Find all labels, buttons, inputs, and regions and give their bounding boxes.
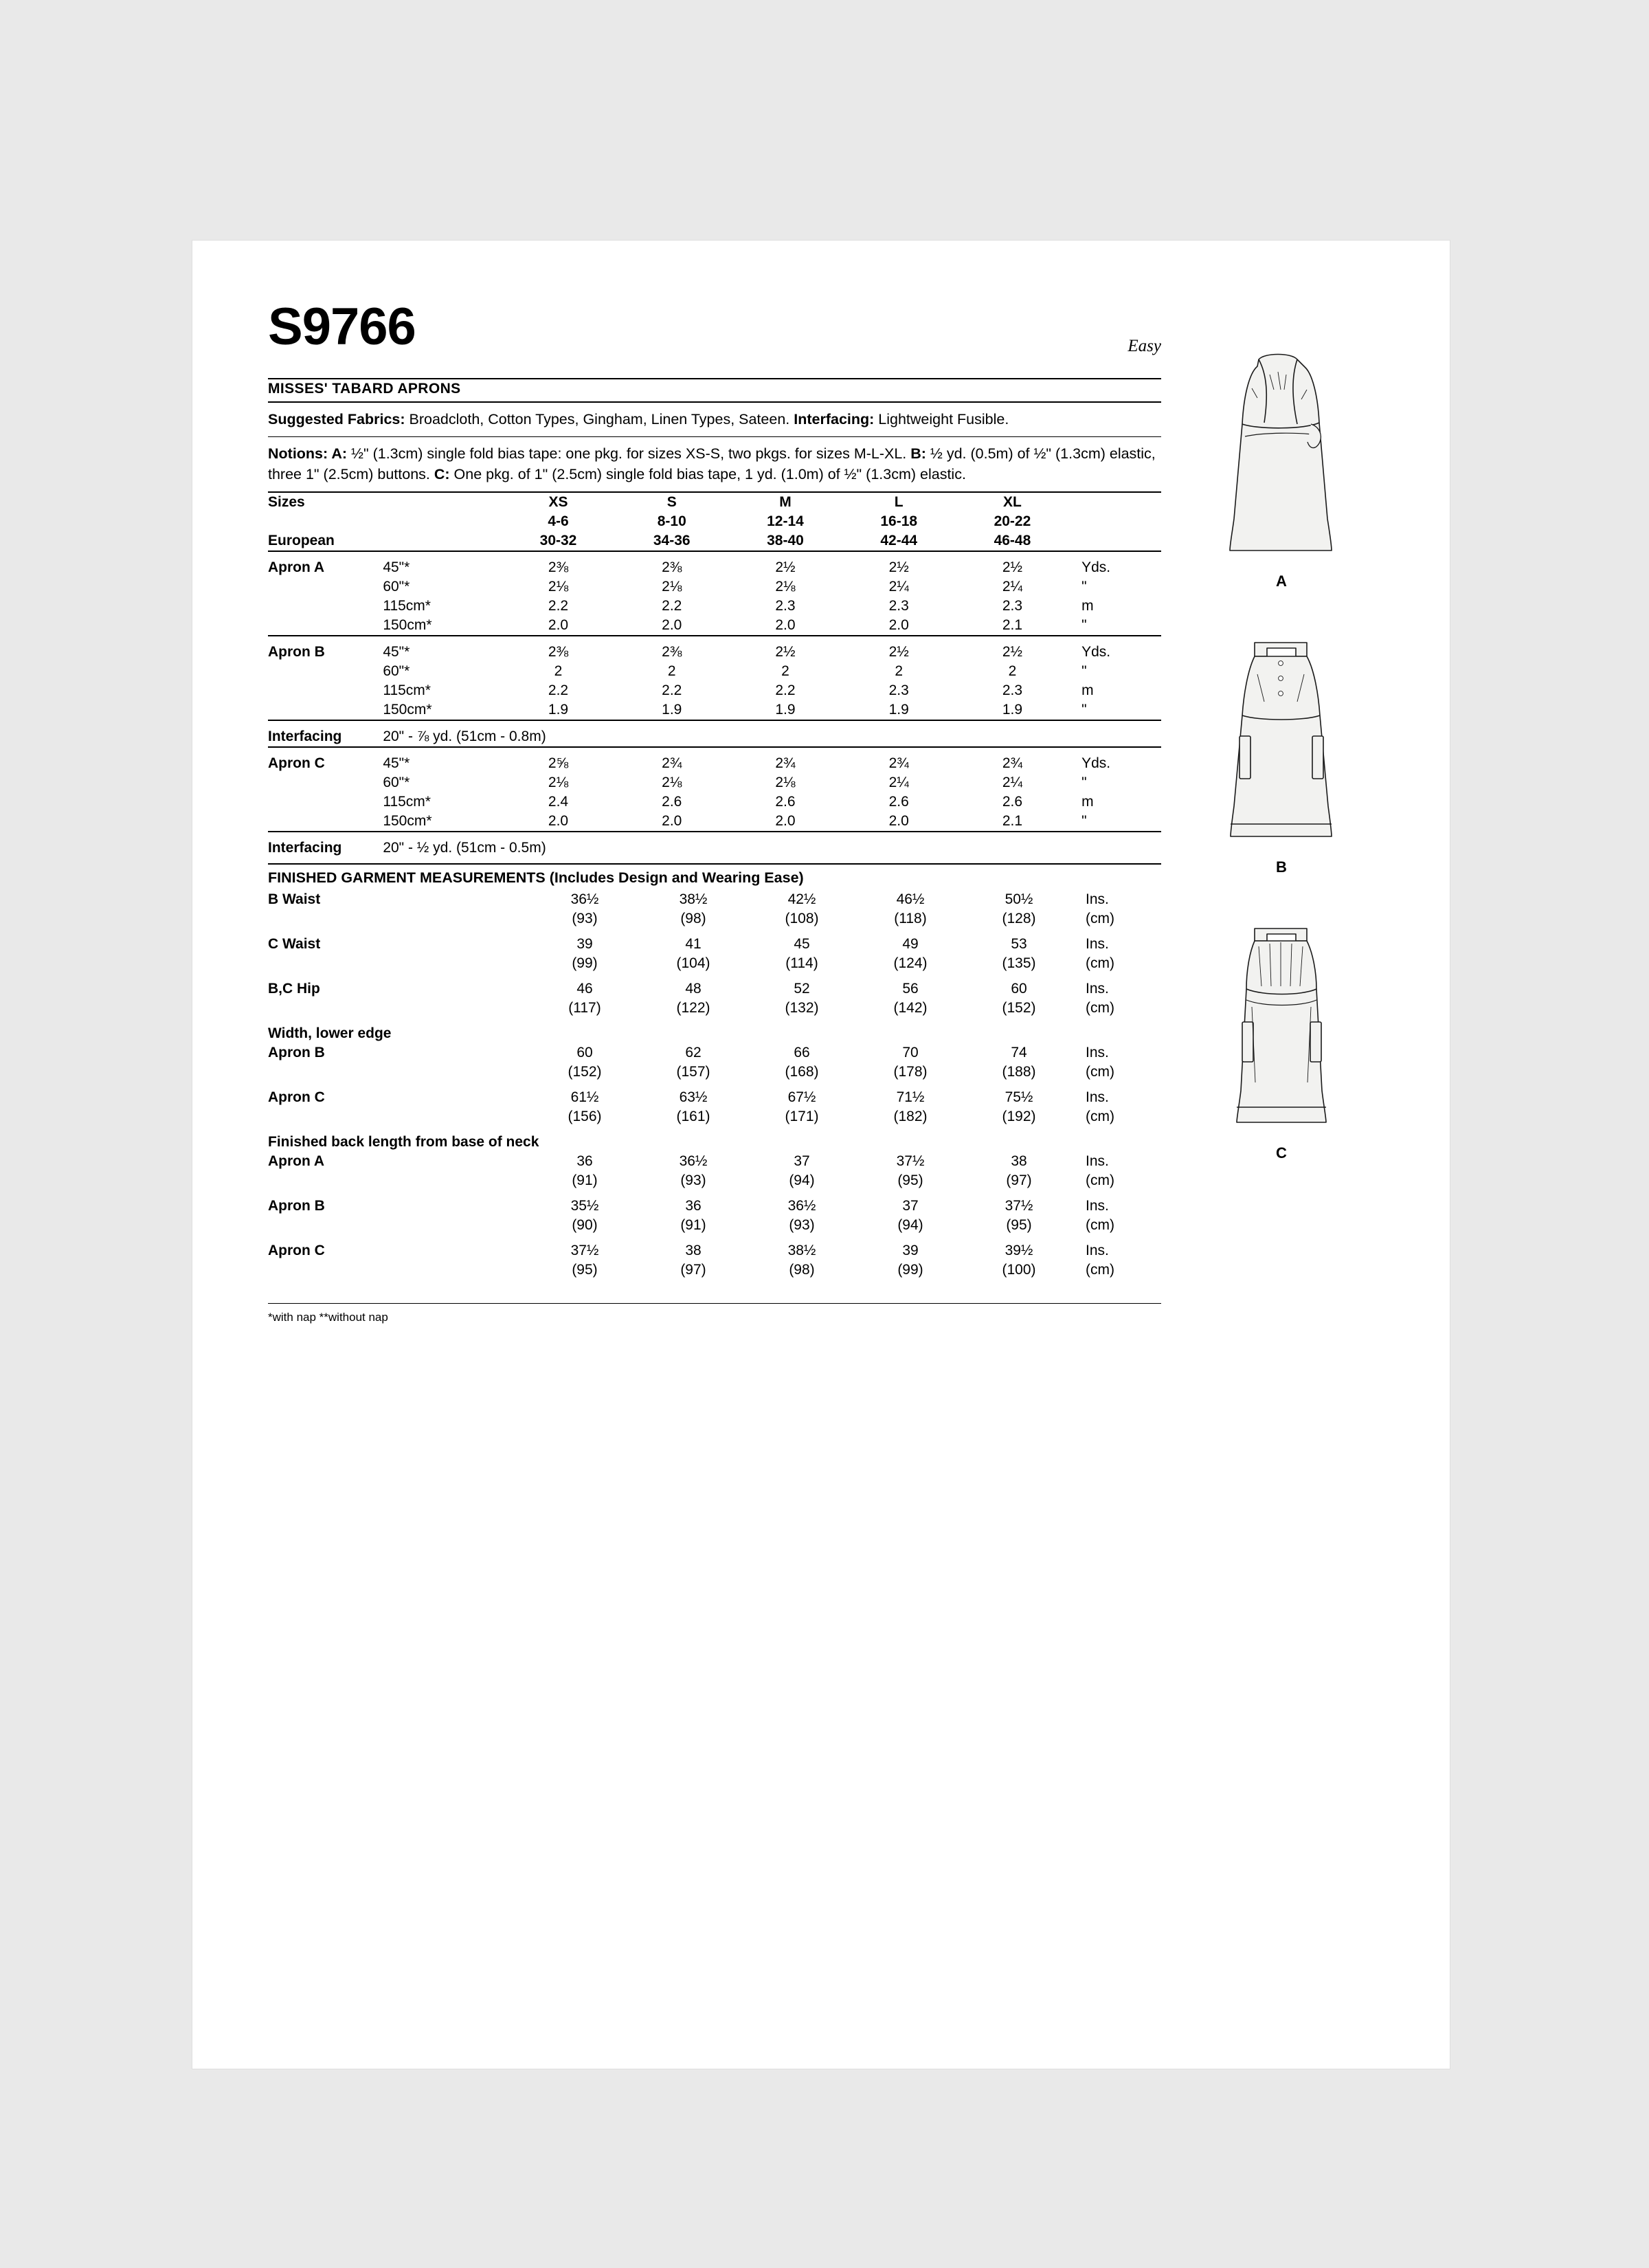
measurement-value: 38 (685, 1242, 702, 1258)
measurement-value-cm: (192) (1002, 1108, 1036, 1124)
width-lower-edge-heading: Width, lower edge (268, 1025, 392, 1041)
measurement-value: 39 (902, 1242, 919, 1258)
yardage-value: 2.6 (1002, 793, 1023, 810)
yardage-unit: " (1081, 812, 1087, 829)
size-number: 8-10 (657, 513, 686, 529)
measurement-label: B Waist (268, 891, 321, 907)
notions-b-label: B: (910, 445, 926, 462)
measurement-value: 38½ (679, 891, 708, 907)
yardage-unit: " (1081, 774, 1087, 790)
table-row (268, 727, 1161, 747)
yardage-value: 2.2 (662, 682, 682, 698)
measurement-value-cm: (117) (568, 999, 601, 1016)
yardage-value: 2.6 (775, 793, 796, 810)
size-letter: L (894, 493, 904, 510)
yardage-table (268, 493, 1161, 858)
measurement-value-cm: (100) (1002, 1261, 1036, 1278)
table-row (268, 1088, 1161, 1107)
european-size: 42-44 (880, 532, 918, 548)
yardage-value: 2.2 (662, 597, 682, 614)
measurement-value: 67½ (787, 1089, 816, 1105)
table-row (268, 1024, 1161, 1043)
table-row (268, 838, 1161, 858)
size-letter: M (779, 493, 792, 510)
yardage-value: 2¼ (1002, 774, 1023, 790)
yardage-value: 2⅛ (662, 578, 682, 594)
yardage-unit: Yds. (1081, 643, 1111, 660)
measurement-unit: (cm) (1086, 1216, 1114, 1233)
measurement-unit: (cm) (1086, 1063, 1114, 1080)
table-row (268, 1133, 1161, 1152)
european-size: 30-32 (539, 532, 577, 548)
yardage-group-label: Apron B (268, 643, 325, 660)
yardage-value: 2.6 (662, 793, 682, 810)
european-size: 46-48 (994, 532, 1031, 548)
measurement-value-cm: (93) (572, 910, 598, 926)
yardage-value: 2¾ (1002, 755, 1023, 771)
fabric-width: 150cm* (383, 701, 432, 718)
table-row (268, 954, 1161, 973)
yardage-value: 2⅜ (662, 559, 682, 575)
table-row (268, 754, 1161, 773)
measurement-label: Apron C (268, 1242, 325, 1258)
fabric-width: 115cm* (383, 597, 431, 614)
finished-measurements-title: FINISHED GARMENT MEASUREMENTS (Includes Design and Wearing Ease) (268, 869, 804, 886)
fabric-width: 45"* (383, 643, 410, 660)
yardage-value: 2⅛ (548, 578, 569, 594)
measurement-value: 52 (794, 980, 810, 997)
yardage-value: 2¼ (888, 578, 909, 594)
measurement-value: 60 (576, 1044, 593, 1060)
illustration-b-label: B (1276, 858, 1287, 876)
measurement-unit: (cm) (1086, 1108, 1114, 1124)
table-row (268, 909, 1161, 929)
european-size: 34-36 (653, 532, 691, 548)
measurement-unit: (cm) (1086, 1261, 1114, 1278)
interfacing-row-label: Interfacing (268, 839, 342, 856)
yardage-value: 2.0 (662, 616, 682, 633)
yardage-value: 2.3 (1002, 682, 1023, 698)
table-row (268, 512, 1161, 531)
measurement-value: 53 (1011, 935, 1027, 952)
measurement-value-cm: (182) (893, 1108, 928, 1124)
yardage-value: 2.2 (775, 682, 796, 698)
apron-a-line-drawing (1209, 347, 1354, 567)
measurement-unit: Ins. (1086, 891, 1109, 907)
yardage-unit: m (1081, 793, 1094, 810)
measurement-value-cm: (161) (676, 1108, 710, 1124)
measurement-value: 62 (685, 1044, 702, 1060)
size-number: 16-18 (880, 513, 918, 529)
yardage-value: 2⅛ (775, 774, 796, 790)
interfacing-row-label: Interfacing (268, 728, 342, 744)
measurement-value: 36 (576, 1153, 593, 1169)
measurement-value: 37½ (570, 1242, 599, 1258)
table-row (268, 1063, 1161, 1082)
measurement-unit: Ins. (1086, 935, 1109, 952)
table-row (268, 890, 1161, 909)
yardage-unit: " (1081, 663, 1087, 679)
yardage-value: 2.0 (775, 812, 796, 829)
table-row (268, 792, 1161, 812)
table-row (268, 1043, 1161, 1063)
measurement-value: 56 (902, 980, 919, 997)
size-letter: XL (1003, 493, 1022, 510)
yardage-value: 2½ (888, 643, 909, 660)
fabric-width: 60"* (383, 663, 410, 679)
header (268, 296, 1161, 378)
yardage-value: 2.3 (775, 597, 796, 614)
yardage-value: 2½ (775, 643, 796, 660)
measurement-unit: Ins. (1086, 1044, 1109, 1060)
measurement-unit: (cm) (1086, 955, 1114, 971)
table-row (268, 662, 1161, 681)
measurement-value: 46½ (896, 891, 925, 907)
fabric-width: 150cm* (383, 812, 432, 829)
interfacing-label: Interfacing: (794, 411, 875, 427)
yardage-unit: m (1081, 597, 1094, 614)
measurement-value: 37 (902, 1197, 919, 1214)
measurement-value: 63½ (679, 1089, 708, 1105)
measurement-value: 48 (685, 980, 702, 997)
measurement-value: 42½ (787, 891, 816, 907)
measurement-value: 39½ (1005, 1242, 1033, 1258)
measurement-value-cm: (90) (572, 1216, 598, 1233)
yardage-value: 2.2 (548, 682, 569, 698)
yardage-value: 1.9 (1002, 701, 1023, 718)
measurement-label: Apron B (268, 1197, 325, 1214)
measurement-value-cm: (98) (680, 910, 706, 926)
yardage-value: 2⅛ (548, 774, 569, 790)
back-length-heading: Finished back length from base of neck (268, 1133, 539, 1150)
measurement-value: 37 (794, 1153, 810, 1169)
measurement-label: C Waist (268, 935, 321, 952)
measurement-unit: Ins. (1086, 1153, 1109, 1169)
measurement-value-cm: (95) (1006, 1216, 1032, 1233)
notions-a-text: ½" (1.3cm) single fold bias tape: one pkg. for sizes XS-S, two pkgs. for sizes M-L-XL. (347, 445, 907, 462)
yardage-value: 2.0 (888, 812, 909, 829)
yardage-value: 2⅜ (548, 559, 569, 575)
measurement-value-cm: (122) (676, 999, 710, 1016)
size-number: 12-14 (767, 513, 804, 529)
yardage-value: 2⅜ (662, 643, 682, 660)
suggested-fabrics (268, 403, 1161, 436)
yardage-value: 2½ (888, 559, 909, 575)
measurement-value-cm: (94) (789, 1172, 815, 1188)
illustration-c (1182, 919, 1381, 1162)
table-row (268, 773, 1161, 792)
size-letter: XS (548, 493, 568, 510)
yardage-value: 2.4 (548, 793, 569, 810)
suggested-fabrics-text: Broadcloth, Cotton Types, Gingham, Linen Types, Sateen. (405, 411, 794, 427)
difficulty-label: Easy (1128, 337, 1161, 355)
measurement-value-cm: (99) (572, 955, 598, 971)
measurement-value-cm: (168) (785, 1063, 819, 1080)
divider (268, 378, 1161, 379)
yardage-value: 2.6 (888, 793, 909, 810)
measurement-value: 61½ (570, 1089, 599, 1105)
illustration-c-label: C (1276, 1144, 1287, 1161)
measurement-value: 38½ (787, 1242, 816, 1258)
measurement-label: Apron A (268, 1153, 325, 1169)
table-row (268, 1260, 1161, 1280)
measurement-value: 50½ (1005, 891, 1033, 907)
yardage-value: 2⅛ (662, 774, 682, 790)
measurement-unit: (cm) (1086, 1172, 1114, 1188)
sizes-label: Sizes (268, 493, 305, 510)
measurement-value: 36½ (570, 891, 599, 907)
page-title: S9766 (268, 298, 416, 356)
measurement-value: 36½ (787, 1197, 816, 1214)
table-row (268, 681, 1161, 700)
fabric-width: 115cm* (383, 793, 431, 810)
notions-label: Notions: (268, 445, 328, 462)
measurement-value-cm: (152) (568, 1063, 602, 1080)
yardage-value: 2.0 (548, 812, 569, 829)
measurement-value-cm: (114) (785, 955, 818, 971)
yardage-value: 2.1 (1002, 812, 1023, 829)
measurement-value-cm: (104) (676, 955, 710, 971)
yardage-value: 2 (554, 663, 563, 679)
measurement-value: 38 (1011, 1153, 1027, 1169)
interfacing-text: Lightweight Fusible. (874, 411, 1009, 427)
measurement-value-cm: (118) (894, 910, 927, 926)
illustration-b (1182, 633, 1381, 876)
measurement-value: 41 (685, 935, 702, 952)
european-size: 38-40 (767, 532, 804, 548)
pattern-subtitle: MISSES' TABARD APRONS (268, 381, 461, 397)
yardage-value: 2¾ (775, 755, 796, 771)
table-row (268, 616, 1161, 636)
table-row (268, 643, 1161, 662)
measurement-value-cm: (97) (1006, 1172, 1032, 1188)
table-row (268, 493, 1161, 512)
european-label: European (268, 532, 335, 548)
measurement-value-cm: (94) (897, 1216, 923, 1233)
fabric-width: 45"* (383, 755, 410, 771)
size-letter: S (666, 493, 677, 510)
measurement-value-cm: (98) (789, 1261, 815, 1278)
measurement-unit: Ins. (1086, 1242, 1109, 1258)
measurement-value: 70 (902, 1044, 919, 1060)
yardage-value: 1.9 (775, 701, 796, 718)
table-row (268, 1197, 1161, 1216)
fabric-width: 115cm* (383, 682, 431, 698)
measurement-label: Apron B (268, 1044, 325, 1060)
illustration-a-label: A (1276, 572, 1287, 590)
yardage-value: 2¼ (1002, 578, 1023, 594)
yardage-value: 2⅝ (548, 755, 569, 771)
measurement-value-cm: (157) (676, 1063, 710, 1080)
yardage-value: 2½ (775, 559, 796, 575)
finished-measurements-table (268, 890, 1161, 1280)
table-row (268, 597, 1161, 616)
interfacing-row-value: 20" - ½ yd. (51cm - 0.5m) (383, 839, 546, 856)
yardage-value: 2½ (1002, 559, 1023, 575)
table-row (268, 558, 1161, 577)
yardage-unit: Yds. (1081, 559, 1111, 575)
notions (268, 437, 1161, 491)
yardage-value: 2 (781, 663, 789, 679)
measurement-value: 35½ (570, 1197, 599, 1214)
measurement-unit: Ins. (1086, 1197, 1109, 1214)
yardage-group-label: Apron C (268, 755, 325, 771)
suggested-fabrics-label: Suggested Fabrics: (268, 411, 405, 427)
notions-a-label: A: (328, 445, 348, 462)
measurement-value: 39 (576, 935, 593, 952)
table-row (268, 531, 1161, 551)
yardage-value: 2.3 (888, 682, 909, 698)
measurement-value-cm: (93) (680, 1172, 706, 1188)
measurement-value: 60 (1011, 980, 1027, 997)
measurement-value-cm: (93) (789, 1216, 815, 1233)
table-row (268, 1241, 1161, 1260)
measurement-value-cm: (135) (1002, 955, 1036, 971)
yardage-unit: Yds. (1081, 755, 1111, 771)
measurement-value-cm: (91) (572, 1172, 598, 1188)
measurement-value: 74 (1011, 1044, 1027, 1060)
size-number: 4-6 (548, 513, 569, 529)
yardage-value: 2½ (1002, 643, 1023, 660)
notions-b-text: ½ yd. (0.5m) of ½" (1.3cm) elastic, three 1" (2.5cm) buttons. (268, 445, 1156, 483)
yardage-value: 2.0 (775, 616, 796, 633)
text-column (268, 296, 1161, 1324)
fabric-width: 150cm* (383, 616, 432, 633)
yardage-value: 2.3 (888, 597, 909, 614)
measurement-value: 66 (794, 1044, 810, 1060)
measurement-value-cm: (97) (680, 1261, 706, 1278)
measurement-value-cm: (91) (680, 1216, 706, 1233)
fabric-width: 45"* (383, 559, 410, 575)
measurement-value-cm: (142) (893, 999, 928, 1016)
notions-c-label: C: (434, 466, 450, 483)
illustrations-column (1182, 347, 1381, 1205)
yardage-value: 1.9 (662, 701, 682, 718)
yardage-value: 2.1 (1002, 616, 1023, 633)
table-row (268, 935, 1161, 954)
size-number: 20-22 (994, 513, 1031, 529)
yardage-value: 2¼ (888, 774, 909, 790)
yardage-value: 2¾ (662, 755, 682, 771)
measurement-value: 36½ (679, 1153, 708, 1169)
apron-c-line-drawing (1209, 919, 1354, 1139)
measurement-value-cm: (178) (893, 1063, 928, 1080)
table-row (268, 979, 1161, 999)
content-area (268, 296, 1381, 2014)
footnote: *with nap **without nap (268, 1310, 388, 1324)
measurement-unit: (cm) (1086, 999, 1114, 1016)
measurement-value-cm: (95) (897, 1172, 923, 1188)
measurement-unit: Ins. (1086, 980, 1109, 997)
yardage-value: 2 (1008, 663, 1017, 679)
yardage-value: 2⅛ (775, 578, 796, 594)
yardage-value: 2¾ (888, 755, 909, 771)
measurement-value-cm: (128) (1002, 910, 1036, 926)
yardage-unit: " (1081, 616, 1087, 633)
yardage-unit: m (1081, 682, 1094, 698)
measurement-value: 75½ (1005, 1089, 1033, 1105)
yardage-value: 2.2 (548, 597, 569, 614)
measurement-label: Apron C (268, 1089, 325, 1105)
table-row (268, 1107, 1161, 1126)
interfacing-row-value: 20" - ⅞ yd. (51cm - 0.8m) (383, 728, 546, 744)
table-row (268, 700, 1161, 720)
table-row (268, 1152, 1161, 1171)
table-row (268, 812, 1161, 832)
measurement-value-cm: (156) (568, 1108, 602, 1124)
measurement-unit: (cm) (1086, 910, 1114, 926)
measurement-value: 37½ (1005, 1197, 1033, 1214)
measurement-value: 37½ (896, 1153, 925, 1169)
yardage-value: 2.3 (1002, 597, 1023, 614)
pattern-envelope-back (192, 241, 1450, 2069)
yardage-value: 2.0 (662, 812, 682, 829)
measurement-value: 49 (902, 935, 919, 952)
measurement-value-cm: (108) (785, 910, 819, 926)
measurement-label: B,C Hip (268, 980, 320, 997)
table-row (268, 999, 1161, 1018)
table-row (268, 577, 1161, 597)
yardage-value: 2 (667, 663, 676, 679)
measurement-value-cm: (124) (893, 955, 928, 971)
measurement-value-cm: (95) (572, 1261, 598, 1278)
measurement-value: 36 (685, 1197, 702, 1214)
yardage-group-label: Apron A (268, 559, 325, 575)
notions-c-text: One pkg. of 1" (2.5cm) single fold bias tape, 1 yd. (1.0m) of ½" (1.3cm) elastic. (449, 466, 966, 483)
measurement-value-cm: (132) (785, 999, 819, 1016)
yardage-value: 2⅜ (548, 643, 569, 660)
fabric-width: 60"* (383, 774, 410, 790)
table-row (268, 1171, 1161, 1190)
measurement-value-cm: (188) (1002, 1063, 1036, 1080)
apron-b-line-drawing (1209, 633, 1354, 853)
table-row (268, 1216, 1161, 1235)
yardage-value: 2 (895, 663, 904, 679)
yardage-value: 2.0 (548, 616, 569, 633)
measurement-value-cm: (171) (785, 1108, 819, 1124)
yardage-value: 1.9 (548, 701, 569, 718)
measurement-value-cm: (152) (1002, 999, 1036, 1016)
yardage-value: 2.0 (888, 616, 909, 633)
yardage-unit: " (1081, 701, 1087, 718)
yardage-value: 1.9 (888, 701, 909, 718)
measurement-value: 71½ (896, 1089, 925, 1105)
measurement-unit: Ins. (1086, 1089, 1109, 1105)
measurement-value: 46 (576, 980, 593, 997)
illustration-a (1182, 347, 1381, 590)
measurement-value-cm: (99) (897, 1261, 923, 1278)
yardage-unit: " (1081, 578, 1087, 594)
fabric-width: 60"* (383, 578, 410, 594)
measurement-value: 45 (794, 935, 810, 952)
